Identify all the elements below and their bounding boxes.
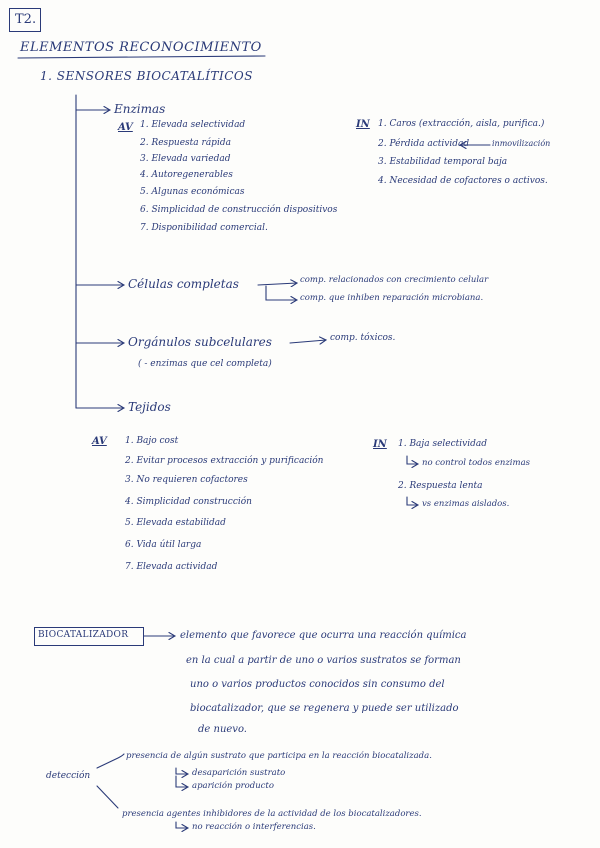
celulas-label: Células completas [128,277,239,291]
tejidos-adv-7: 7. Elevada actividad [125,562,218,572]
tejidos-dis-label: IN [373,439,387,450]
deteccion-label: detección [46,771,91,781]
celulas-branch-2: comp. que inhiben reparación microbiana. [300,293,484,303]
enzimas-adv-label: AV [118,122,133,133]
enzimas-dis-4: 4. Necesidad de cofactores o activos. [378,176,548,186]
enzimas-adv-1: 1. Elevada selectividad [140,120,246,130]
deteccion-branch-2: presencia agentes inhibidores de la actividad de los biocatalizadores. [122,809,422,819]
enzimas-label: Enzimas [114,102,166,116]
organulos-branch: comp. tóxicos. [330,333,396,343]
enzimas-dis-label: IN [356,119,370,130]
biocat-def-5: de nuevo. [198,724,247,735]
biocatalizador-label: BIOCATALIZADOR [38,630,129,640]
organulos-label: Orgánulos subcelulares [128,335,272,349]
section-heading: 1. SENSORES BIOCATALÍTICOS [40,69,253,83]
branch-deteccion-2 [97,786,118,808]
arrow-celulas-1 [258,283,297,285]
deteccion-sub-2: aparición producto [192,781,274,791]
enzimas-adv-7: 7. Disponibilidad comercial. [140,223,268,233]
tejidos-adv-6: 6. Vida útil larga [125,540,202,550]
celulas-branch-1: comp. relacionados con crecimiento celular [300,275,489,285]
enzimas-adv-5: 5. Algunas económicas [140,187,245,197]
tejidos-adv-5: 5. Elevada estabilidad [125,518,226,528]
arrow-sub-2 [407,497,418,505]
title-underline [18,56,265,58]
biocat-def-4: biocatalizador, que se regenera y puede ser utilizado [190,703,459,714]
tejidos-dis-1: 1. Baja selectividad [398,439,487,449]
enzimas-adv-6: 6. Simplicidad de construcción dispositivos [140,205,338,215]
tejidos-adv-label: AV [92,436,107,447]
branch-deteccion-1 [97,754,124,768]
deteccion-branch-1: presencia de algún sustrato que participa en la reacción biocatalizada. [126,751,432,761]
tejidos-adv-4: 4. Simplicidad construcción [125,497,252,507]
enzimas-adv-2: 2. Respuesta rápida [140,138,231,148]
arrow-det-sub-3 [176,822,188,828]
tejidos-dis-sub-1: no control todos enzimas [422,458,531,468]
tejidos-adv-2: 2. Evitar procesos extracción y purificación [125,456,324,466]
deteccion-sub-3: no reacción o interferencias. [192,822,316,832]
tejidos-adv-1: 1. Bajo cost [125,436,179,446]
enzimas-adv-4: 4. Autoregenerables [140,170,233,180]
tejidos-dis-2: 2. Respuesta lenta [398,481,483,491]
tejidos-adv-3: 3. No requieren cofactores [125,475,248,485]
page-title: ELEMENTOS RECONOCIMIENTO [20,40,262,55]
organulos-note: ( - enzimas que cel completa) [138,359,272,369]
biocat-def-2: en la cual a partir de uno o varios sustratos se forman [186,655,461,666]
tejidos-label: Tejidos [128,400,171,414]
topic-tag: T2. [15,12,37,27]
enzimas-adv-3: 3. Elevada variedad [140,154,231,164]
arrow-det-sub-1 [176,768,188,774]
enzimas-dis-2: 2. Pérdida actividad [378,139,470,149]
arrow-organulos-1 [290,340,326,343]
enzimas-immob-note: inmovilización [492,139,551,148]
tejidos-dis-sub-2: vs enzimas aislados. [422,499,510,509]
deteccion-sub-1: desaparición sustrato [192,768,286,778]
biocat-def-1: elemento que favorece que ocurra una reacción química [180,630,467,641]
biocat-def-3: uno o varios productos conocidos sin consumo del [190,679,445,690]
arrow-celulas-2 [266,286,297,300]
arrow-det-sub-2 [176,776,188,787]
arrow-sub-1 [407,456,418,464]
enzimas-dis-3: 3. Estabilidad temporal baja [378,157,508,167]
enzimas-dis-1: 1. Caros (extracción, aisla, purifica.) [378,119,545,129]
